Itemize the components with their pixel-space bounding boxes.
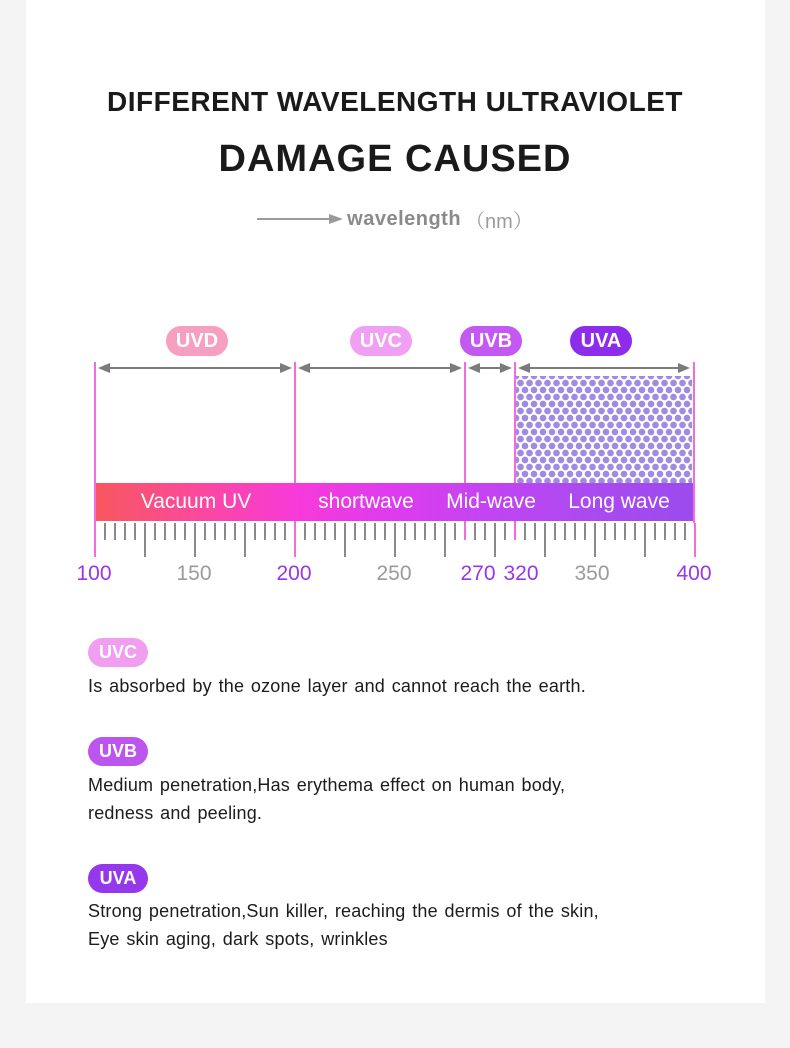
desc-uva-line1: Strong penetration,Sun killer, reaching the dermis of the skin, [88,901,599,921]
ruler-tick [234,523,236,540]
range-arrow-uvd [98,363,292,373]
right-arrow-icon [257,214,343,224]
ruler-label-200nm: 200 [276,562,312,585]
ruler-tick [224,523,226,540]
ruler-tick [524,523,526,540]
ruler-tick [94,523,96,557]
ruler-tick [644,523,646,557]
wavelength-axis-unit: （nm） [465,210,533,233]
spectrum-segment-vacuum-uv: Vacuum UV [140,490,252,513]
ruler-tick [364,523,366,540]
desc-uvb-line2: redness and peeling. [88,803,263,823]
ruler-tick [294,523,296,557]
ruler-tick [334,523,336,540]
desc-uvc-line1: Is absorbed by the ozone layer and cannot reach the earth. [88,676,586,696]
ruler-tick [554,523,556,540]
desc-uva-line2: Eye skin aging, dark spots, wrinkles [88,929,388,949]
badge-uvb: UVB [460,326,522,356]
ruler-tick [654,523,656,540]
spectrum-bar [96,483,694,521]
ruler-tick [324,523,326,540]
ruler-label-150nm: 150 [176,562,212,585]
ruler-tick [474,523,476,540]
ruler-tick [304,523,306,540]
ruler-tick [674,523,676,540]
ruler-tick [584,523,586,540]
ruler-label-270nm: 270 [460,562,496,585]
ruler-tick [664,523,666,540]
ruler-tick [634,523,636,540]
boundary-line-100nm [94,362,96,523]
ruler-tick [284,523,286,540]
desc-badge-uvc: UVC [88,638,148,667]
ruler-tick [114,523,116,540]
ruler-tick [254,523,256,540]
ruler-tick [194,523,196,557]
ruler-tick [444,523,446,557]
ruler-tick [574,523,576,540]
ruler-tick [484,523,486,540]
ruler-tick [394,523,396,557]
ruler-tick [144,523,146,557]
ruler-tick [464,523,466,540]
page-title-line2: DAMAGE CAUSED [218,138,572,180]
range-arrow-uva [518,363,690,373]
ruler-label-320nm: 320 [503,562,539,585]
ruler-tick [564,523,566,540]
ruler-tick [274,523,276,540]
ruler-tick [314,523,316,540]
range-arrow-uvb [468,363,512,373]
ruler-tick [134,523,136,540]
badge-uva: UVA [570,326,632,356]
ruler-tick [164,523,166,540]
ruler-tick [534,523,536,540]
ruler-tick [174,523,176,540]
ruler-ticks [94,523,696,559]
ruler-tick [684,523,686,540]
badge-uvc: UVC [350,326,412,356]
boundary-line-400nm [693,362,695,523]
ruler-tick [264,523,266,540]
ruler-tick [204,523,206,540]
ruler-tick [154,523,156,540]
ruler-tick [404,523,406,540]
ruler-label-400nm: 400 [676,562,712,585]
range-arrow-uvc [298,363,462,373]
ruler-tick [184,523,186,540]
badge-uvd: UVD [166,326,228,356]
ruler-tick [424,523,426,540]
ruler-tick [514,523,516,540]
ruler-tick [354,523,356,540]
ruler-tick [434,523,436,540]
ruler-tick [504,523,506,540]
spectrum-segment-shortwave: shortwave [318,490,414,513]
desc-badge-uvb: UVB [88,737,148,766]
ruler-tick [604,523,606,540]
ruler-label-350nm: 350 [574,562,610,585]
ruler-tick [694,523,696,557]
ruler-tick [494,523,496,557]
ruler-tick [104,523,106,540]
desc-uvb-line1: Medium penetration,Has erythema effect on human body, [88,775,566,795]
ruler-tick [594,523,596,557]
ruler-tick [124,523,126,540]
ruler-label-250nm: 250 [376,562,412,585]
ruler-tick [414,523,416,540]
ruler-labels [76,562,712,588]
spectrum-segment-mid-wave: Mid-wave [446,490,536,513]
ruler-tick [374,523,376,540]
ruler-tick [614,523,616,540]
wavelength-axis-label: wavelength [347,207,462,230]
ruler-label-100nm: 100 [76,562,112,585]
desc-badge-uva: UVA [88,864,148,893]
ruler-tick [454,523,456,540]
ruler-tick [624,523,626,540]
wavelength-axis-caption [0,204,790,234]
uva-dotted-region [516,376,692,483]
ruler-tick [544,523,546,557]
ruler-tick [384,523,386,540]
ruler-tick [214,523,216,540]
spectrum-segment-long-wave: Long wave [568,490,670,513]
ruler-tick [344,523,346,557]
ruler-tick [244,523,246,557]
page-title-line1: DIFFERENT WAVELENGTH ULTRAVIOLET [107,86,683,117]
